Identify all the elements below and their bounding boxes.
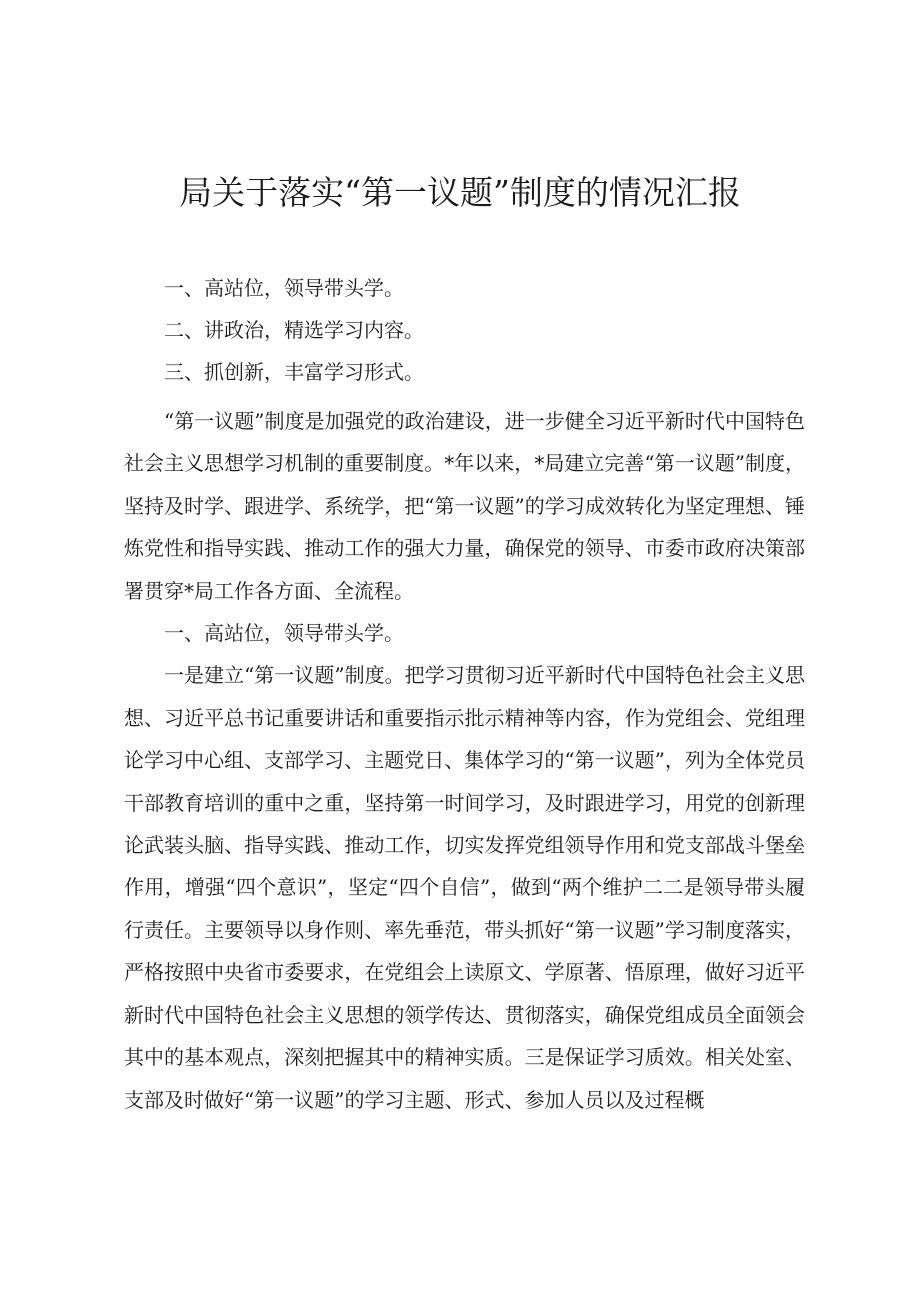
section-heading: 一、高站位，领导带头学。 [164, 621, 404, 646]
outline-item: 一、高站位，领导带头学。 [164, 276, 404, 300]
intro-paragraph: “第一议题”制度是加强党的政治建设，进一步健全习近平新时代中国特色社会主义思想学习机制的重要制度。*年以来，*局建立完善“第一议题”制度，坚持及时学、跟进学、系统学，把“第一议题”的学习成效转化为坚定理想、锤炼党性和指导实践、推动工作的强大力量，确保党的领导、市委市政府决策部署贯穿*局工作各方面、全流程。 [124, 409, 805, 603]
document-body [124, 400, 805, 1121]
outline-list [124, 267, 804, 393]
outline-item: 二、讲政治，精选学习内容。 [164, 318, 424, 342]
outline-item: 三、抓创新，丰富学习形式。 [164, 360, 424, 384]
document-title: 局关于落实“第一议题”制度的情况汇报 [179, 173, 741, 212]
section-paragraph: 一是建立“第一议题”制度。把学习贯彻习近平新时代中国特色社会主义思想、习近平总书记重要讲话和重要指示批示精神等内容，作为党组会、党组理论学习中心组、支部学习、主题党日、集体学习的“第一议题”，列为全体党员干部教育培训的重中之重，坚持第一时间学习，及时跟进学习，用党的创新理论武装头脑、指导实践、推动工作，切实发挥党组领导作用和党支部战斗堡垒作用，增强“四个意识”，坚定“四个自信”，做到“两个维护二二是领导带头履行责任。主要领导以身作则、率先垂范，带头抓好“第一议题”学习制度落实，严格按照中央省市委要求，在党组会上读原文、学原著、悟原理，做好习近平新时代中国特色社会主义思想的领学传达、贯彻落实，确保党组成员全面领会其中的基本观点，深刻把握其中的精神实质。三是保证学习质效。相关处室、支部及时做好“第一议题”的学习主题、形式、参加人员以及过程概 [124, 663, 805, 1112]
